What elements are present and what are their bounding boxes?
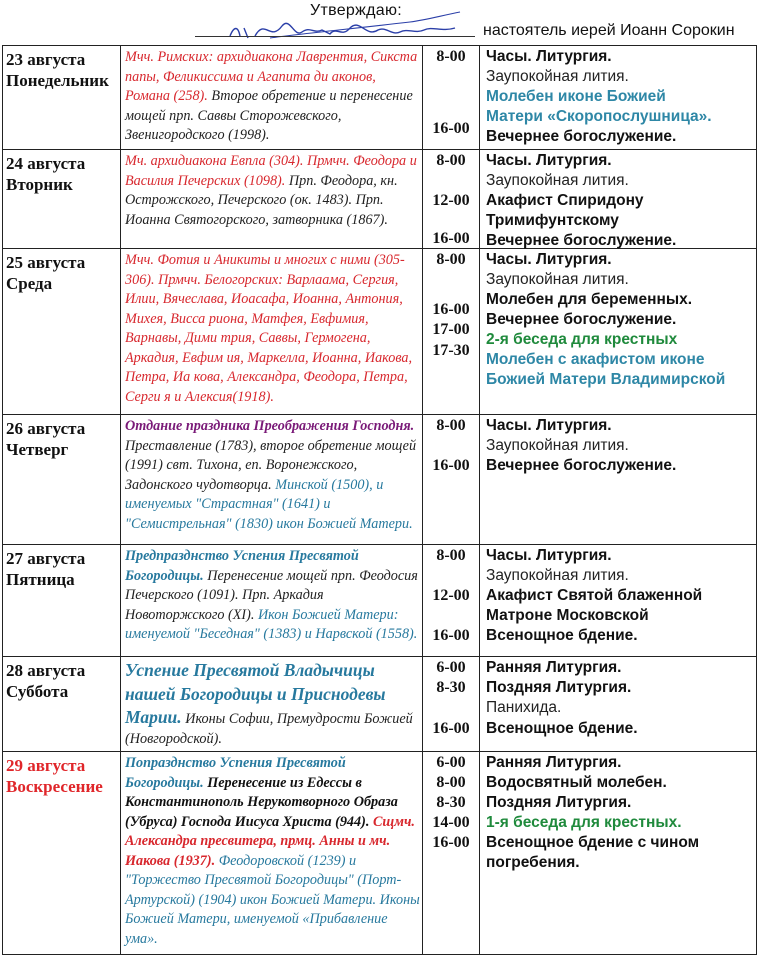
- service-name: Молебен для беременных.: [486, 291, 693, 308]
- date-cell: [3, 46, 121, 150]
- day-row: [3, 752, 757, 955]
- date-cell: [3, 545, 121, 657]
- commemoration-text: [121, 545, 422, 647]
- service-name: Вечернее богослужение.: [486, 457, 677, 474]
- service-name: Вечернее богослужение.: [486, 128, 677, 145]
- date: 28 августа: [6, 661, 86, 680]
- service-time: 8-00: [436, 417, 466, 434]
- date-label: [3, 657, 120, 702]
- commemoration-segment: Успение Пресвятой Владычицы нашей Богородицы и Приснодевы Марии.: [125, 660, 386, 727]
- service-name: Ранняя Литургия.: [486, 754, 622, 771]
- date-cell: [3, 752, 121, 955]
- commemoration-cell: [121, 249, 423, 415]
- services-cell: [480, 150, 757, 249]
- commemoration-cell: [121, 545, 423, 657]
- times-cell: [423, 545, 480, 657]
- services-cell: [480, 752, 757, 955]
- service-time: 16-00: [432, 230, 470, 247]
- service-name: Молебен с акафистом иконе: [486, 351, 705, 368]
- day-row: [3, 150, 757, 249]
- commemoration-segment: Попразднство Успения Пресвятой Богородицы.: [125, 755, 346, 791]
- service-time: 8-00: [436, 251, 466, 268]
- service-time: 14-00: [432, 814, 470, 831]
- service-name: Молебен иконе Божией: [486, 88, 666, 105]
- commemoration-cell: [121, 657, 423, 752]
- weekday: Вторник: [6, 175, 73, 194]
- service-time: 6-00: [436, 659, 466, 676]
- commemoration-segment: Перенесение мощей прп. Феодосия Печерского (1091). Прп. Аркадия Новоторжского (XI).: [125, 567, 418, 623]
- service-name: Акафист Спиридону: [486, 192, 644, 209]
- service-time: 17-30: [432, 342, 470, 359]
- commemoration-segment: Иконы Софии, Премудрости Божией (Новгородской).: [125, 711, 413, 747]
- commemoration-cell: [121, 46, 423, 150]
- date-cell: [3, 150, 121, 249]
- service-name: Заупокойная лития.: [486, 567, 629, 584]
- date: 29 августа: [6, 756, 86, 775]
- date: 27 августа: [6, 549, 86, 568]
- service-name: Вечернее богослужение.: [486, 311, 677, 328]
- service-time: 16-00: [432, 301, 470, 318]
- signature-image: [210, 8, 470, 48]
- signature-line: [195, 36, 475, 37]
- date-cell: [3, 415, 121, 545]
- service-name: Заупокойная лития.: [486, 437, 629, 454]
- service-name: Божией Матери Владимирской: [486, 371, 726, 388]
- commemoration-text: [121, 752, 422, 951]
- commemoration-segment: Мчч. Римских: архидиакона Лаврентия, Сикста папы, Феликиссима и Агапита ди аконов, Романа (258).: [125, 49, 418, 104]
- services-cell: [480, 46, 757, 150]
- service-time: 16-00: [432, 457, 470, 474]
- service-time: 8-30: [436, 794, 466, 811]
- date-label: [3, 150, 120, 195]
- commemoration-segment: Икон Божией Матери: именуемой "Беседная" (1383) и Нарвской (1558).: [125, 606, 418, 642]
- weekday: Суббота: [6, 682, 69, 701]
- day-row: [3, 545, 757, 657]
- day-row: [3, 657, 757, 752]
- commemoration-segment: Второе обретение и перенесение мощей прп. Саввы Сторожевского, Звенигородского (1998).: [125, 88, 413, 143]
- times-cell: [423, 415, 480, 545]
- services-cell: [480, 415, 757, 545]
- times-cell: [423, 46, 480, 150]
- commemoration-segment: Феодоровской (1239) и "Торжество Пресвятой Богородицы" (Порт-Артурской) (1904) икон Божией Матери. Иконы Божией Матери, именуемой «Прибавление ума».: [125, 852, 420, 947]
- service-name: Водосвятный молебен.: [486, 774, 667, 791]
- commemoration-cell: [121, 150, 423, 249]
- service-name: Часы. Литургия.: [486, 547, 612, 564]
- times-cell: [423, 249, 480, 415]
- service-name: Ранняя Литургия.: [486, 659, 622, 676]
- commemoration-segment: Минской (1500), и именуемых "Страстная" (1641) и "Семистрельная" (1830) икон Божией Матери.: [125, 476, 413, 532]
- approval-header: [0, 0, 757, 44]
- service-time: 8-00: [436, 152, 466, 169]
- commemoration-segment: Прп. Феодора, кн. Острожского, Печерского (ок. 1483). Прп. Иоанна Святогорского, затворника (1867).: [125, 172, 398, 228]
- service-name: Часы. Литургия.: [486, 251, 612, 268]
- service-name: Панихида.: [486, 699, 562, 716]
- times-cell: [423, 150, 480, 249]
- service-name: 1-я беседа для крестных.: [486, 814, 682, 831]
- service-time: 8-00: [436, 48, 466, 65]
- service-name: Всенощное бдение.: [486, 627, 638, 644]
- commemoration-text: [121, 150, 422, 232]
- commemoration-text: [121, 46, 422, 148]
- service-name: Акафист Святой блаженной: [486, 587, 703, 604]
- approval-label: Утверждаю:: [310, 2, 402, 19]
- commemoration-segment: Мч. архидиакона Евпла (304). Прмчч. Феодора и Василия Печерских (1098).: [125, 153, 417, 189]
- service-name: Матери «Скоропослушница».: [486, 108, 712, 125]
- service-time: 12-00: [432, 192, 470, 209]
- service-name: погребения.: [486, 854, 580, 871]
- service-name: Тримифунтскому: [486, 212, 619, 229]
- date-label: [3, 415, 120, 460]
- service-name: Поздняя Литургия.: [486, 794, 632, 811]
- weekday: Пятница: [6, 570, 75, 589]
- schedule-table: [2, 45, 757, 955]
- date: 26 августа: [6, 419, 86, 438]
- weekday: Воскресение: [6, 777, 103, 796]
- services-cell: [480, 657, 757, 752]
- date-label: [3, 545, 120, 590]
- service-name: Всенощное бдение с чином: [486, 834, 700, 851]
- date-label: [3, 46, 120, 91]
- times-cell: [423, 657, 480, 752]
- service-name: Всенощное бдение.: [486, 720, 638, 737]
- date: 23 августа: [6, 50, 86, 69]
- service-time: 16-00: [432, 120, 470, 137]
- service-name: Поздняя Литургия.: [486, 679, 632, 696]
- service-time: 8-00: [436, 547, 466, 564]
- date-label: [3, 249, 120, 294]
- date: 24 августа: [6, 154, 86, 173]
- service-name: Заупокойная лития.: [486, 172, 629, 189]
- service-name: Часы. Литургия.: [486, 417, 612, 434]
- commemoration-segment: Мчч. Фотия и Аникиты и многих с ними (305-306). Прмчч. Белогорских: Варлаама, Сергия, Илии, Вячеслава, Иоасафа, Иоанна, Антония, Михея, Висса риона, Матфея, Евфимия, Варнавы, Дими трия, Саввы, Гермогена, Аркадия, Евфим ия, Маркелла, Иоанна, Иакова, Петра, Иа кова, Александра, Феодора, Петра, Серги я и Алексия(1918).: [125, 252, 413, 405]
- commemoration-cell: [121, 752, 423, 955]
- commemoration-segment: Преставление (1783), второе обретение мощей (1991) свт. Тихона, еп. Воронежского, Задонского чудотворца.: [125, 437, 417, 493]
- day-row: [3, 415, 757, 545]
- services-cell: [480, 545, 757, 657]
- service-name: Заупокойная лития.: [486, 271, 629, 288]
- service-name: Вечернее богослужение.: [486, 232, 677, 249]
- date-cell: [3, 657, 121, 752]
- commemoration-segment: Сщмч. Александра пресвитера, прмц. Анны и мч. Иакова (1937).: [125, 813, 415, 869]
- commemoration-segment: Предпразднство Успения Пресвятой Богородицы.: [125, 548, 359, 584]
- date-label: [3, 752, 120, 797]
- weekday: Среда: [6, 274, 53, 293]
- day-row: [3, 249, 757, 415]
- service-time: 16-00: [432, 627, 470, 644]
- service-name: 2-я беседа для крестных: [486, 331, 678, 348]
- rector-name: настоятель иерей Иоанн Сорокин: [483, 22, 735, 39]
- commemoration-text: [121, 657, 422, 751]
- service-name: Часы. Литургия.: [486, 152, 612, 169]
- service-name: Матроне Московской: [486, 607, 649, 624]
- service-time: 8-00: [436, 774, 466, 791]
- day-row: [3, 46, 757, 150]
- commemoration-segment: Отдание праздника Преображения Господня.: [125, 418, 415, 434]
- service-name: Часы. Литургия.: [486, 48, 612, 65]
- times-cell: [423, 752, 480, 955]
- weekday: Понедельник: [6, 71, 109, 90]
- commemoration-text: [121, 249, 422, 409]
- services-cell: [480, 249, 757, 415]
- service-time: 16-00: [432, 720, 470, 737]
- service-time: 16-00: [432, 834, 470, 851]
- date: 25 августа: [6, 253, 86, 272]
- commemoration-text: [121, 415, 422, 536]
- weekday: Четверг: [6, 440, 69, 459]
- service-time: 17-00: [432, 321, 470, 338]
- service-time: 12-00: [432, 587, 470, 604]
- date-cell: [3, 249, 121, 415]
- service-time: 8-30: [436, 679, 466, 696]
- commemoration-segment: Перенесение из Едессы в Константинополь Нерукотворного Образа (Убруса) Господа Иисуса Христа (944).: [125, 774, 398, 830]
- service-name: Заупокойная лития.: [486, 68, 629, 85]
- commemoration-cell: [121, 415, 423, 545]
- service-time: 6-00: [436, 754, 466, 771]
